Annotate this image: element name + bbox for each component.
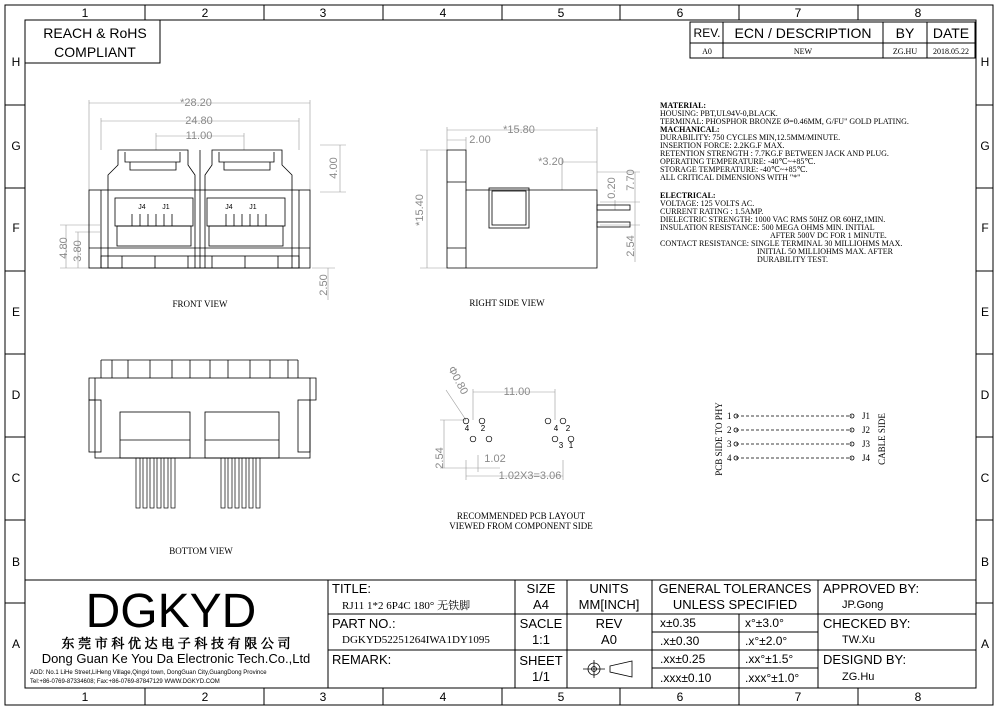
pcb-pin-1-right: 1: [568, 441, 574, 450]
tolerance-angular: .x°±2.0°: [745, 634, 788, 648]
spec-line: CURRENT RATING : 1.5AMP.: [660, 207, 764, 216]
tolerances-heading-line2: UNLESS SPECIFIED: [672, 597, 798, 612]
pcb-dim-pitch-single: 1.02: [484, 453, 506, 465]
spec-line: TERMINAL: PHOSPHOR BRONZE Ø=0.46MM, G/FU" GOLD PLATING.: [660, 117, 909, 126]
spec-line: INITIAL 50 MILLIOHMS MAX. AFTER: [757, 247, 893, 256]
pcb-pin-4-right: 4: [553, 424, 559, 433]
front-label-j1-right: J1: [249, 204, 257, 211]
spec-line: MACHANICAL:: [660, 125, 720, 134]
designed-label: DESIGND BY:: [823, 652, 907, 667]
grid-column-label: 7: [794, 690, 802, 704]
compliance-line1: REACH & RoHS: [43, 25, 147, 41]
ecn-header: ECN / DESCRIPTION: [734, 25, 872, 41]
front-label-j4-right: J4: [225, 204, 233, 211]
bottom-view-drawing: [89, 360, 316, 508]
date-value: 2018.05.22: [933, 47, 969, 56]
approved-label: APPROVED BY:: [823, 581, 920, 596]
schematic-pcb-side-label: PCB SIDE TO PHY: [714, 402, 724, 476]
grid-row-label: G: [980, 139, 990, 153]
size-value: A4: [533, 597, 549, 612]
grid-row-label: F: [981, 221, 989, 235]
schematic-jack-label: J2: [862, 425, 871, 435]
scale-value: 1:1: [531, 632, 551, 647]
rev-label: REV: [595, 616, 623, 631]
front-dim-h2: 4.80: [58, 237, 70, 259]
grid-row-label: H: [980, 55, 990, 69]
schematic-cable-side-label: CABLE SIDE: [877, 413, 887, 465]
side-dim-height: *15.40: [414, 194, 426, 226]
spec-line: INSULATION RESISTANCE: 500 MEGA OHMS MIN. INITIAL: [660, 223, 875, 232]
bottom-view-label: BOTTOM VIEW: [169, 546, 233, 556]
pcb-dim-hole: Φ0.80: [445, 364, 471, 397]
schematic-pin-number: 4: [727, 453, 732, 463]
grid-column-label: 6: [676, 690, 684, 704]
spec-line: ELECTRICAL:: [660, 191, 716, 200]
side-dim-254: 2.54: [625, 235, 637, 257]
grid-row-labels-right: [980, 55, 989, 651]
date-header: DATE: [932, 25, 970, 41]
spec-line: MATERIAL:: [660, 101, 707, 110]
grid-column-label: 1: [81, 690, 89, 704]
spec-line: CONTACT RESISTANCE: SINGLE TERMINAL 30 MILLIOHMS MAX.: [660, 239, 903, 248]
pcb-layout-label-line1: RECOMMENDED PCB LAYOUT: [456, 511, 586, 521]
pcb-dim-height: 2.54: [434, 447, 446, 469]
grid-row-label: D: [11, 388, 21, 402]
tolerance-linear: .xxx±0.10: [660, 671, 712, 685]
front-dim-h1: 4.00: [328, 157, 340, 179]
grid-column-label: 6: [676, 6, 684, 20]
sheet-label: SHEET: [519, 653, 563, 668]
pcb-layout-label-line2: VIEWED FROM COMPONENT SIDE: [449, 521, 593, 531]
grid-row-label: B: [980, 555, 990, 569]
schematic-pin-number: 1: [727, 411, 732, 421]
spec-line: RETENTION STRENGTH : 7.7KG.F BETWEEN JACK AND PLUG.: [660, 149, 889, 158]
side-dim-rear: *3.20: [538, 156, 564, 168]
grid-column-label: 4: [439, 690, 447, 704]
part-no-label: PART NO.:: [332, 616, 396, 631]
company-name-cn: 东 莞 市 科 优 达 电 子 科 技 有 限 公 司: [61, 636, 291, 651]
front-dim-width-overall: *28.20: [180, 97, 212, 109]
tolerance-linear: .x±0.30: [660, 634, 700, 648]
pcb-dim-width: 11.00: [503, 386, 531, 398]
front-label-j1-left: J1: [162, 204, 170, 211]
side-dim-020: 0.20: [606, 177, 618, 199]
grid-column-label: 2: [201, 6, 209, 20]
tolerance-angular: .xx°±1.5°: [745, 652, 794, 666]
schematic-pin-labels: [727, 411, 871, 463]
grid-row-label: C: [980, 471, 990, 485]
front-dim-h4: 2.50: [318, 274, 330, 296]
title-label: TITLE:: [332, 581, 372, 596]
front-dim-pitch: 11.00: [185, 130, 213, 142]
spec-line: STORAGE TEMPERATURE: -40℃~+85℃.: [660, 165, 808, 174]
grid-column-label: 1: [81, 6, 89, 20]
grid-column-label: 4: [439, 6, 447, 20]
size-label: SIZE: [526, 581, 556, 596]
side-dim-770: 7.70: [625, 169, 637, 191]
grid-row-label: H: [11, 55, 21, 69]
specifications-notes: [660, 101, 909, 264]
pin-schematic: [734, 414, 854, 460]
grid-row-label: D: [980, 388, 990, 402]
schematic-jack-label: J4: [862, 453, 871, 463]
pcb-pin-3-right: 3: [558, 441, 564, 450]
grid-column-label: 3: [319, 6, 327, 20]
grid-column-label: 2: [201, 690, 209, 704]
company-logo: DGKYD: [85, 585, 257, 638]
company-address: ADD: No.1 LiHe Street,LiHeng Village,Qingxi town, DongGuan City,GuangDong Province: [30, 670, 267, 676]
spec-line: HOUSING: PBT,UL94V-0,BLACK.: [660, 109, 778, 118]
grid-column-label: 5: [557, 690, 565, 704]
title-value: RJ11 1*2 6P4C 180° 无铁脚: [342, 600, 471, 612]
by-value: ZG.HU: [892, 47, 918, 56]
tolerance-linear: .xx±0.25: [660, 652, 706, 666]
remark-label: REMARK:: [332, 652, 392, 667]
approved-value: JP.Gong: [842, 599, 884, 611]
rev-value-tb: A0: [601, 632, 617, 647]
spec-line: DIELECTRIC STRENGTH: 1000 VAC RMS 50HZ OR 60HZ,1MIN.: [660, 215, 886, 224]
scale-label: SACLE: [519, 616, 563, 631]
schematic-jack-label: J1: [862, 411, 871, 421]
grid-column-label: 8: [914, 690, 922, 704]
front-view-label: FRONT VIEW: [172, 299, 228, 309]
sheet-value: 1/1: [531, 669, 551, 684]
units-label: UNITS: [589, 581, 629, 596]
grid-column-label: 3: [319, 690, 327, 704]
grid-row-labels-left: [11, 55, 20, 651]
by-header: BY: [895, 25, 915, 41]
tolerance-angular: .xxx°±1.0°: [745, 671, 800, 685]
spec-line: ALL CRITICAL DIMENSIONS WITH "*": [660, 173, 801, 182]
rev-value: A0: [702, 47, 712, 56]
schematic-jack-label: J3: [862, 439, 871, 449]
grid-row-label: B: [11, 555, 21, 569]
pcb-pin-4-left: 4: [464, 424, 470, 433]
schematic-pin-number: 3: [727, 439, 732, 449]
rev-header: REV.: [693, 26, 721, 40]
tolerance-angular: x°±3.0°: [745, 616, 784, 630]
front-dim-width-inner: 24.80: [185, 115, 213, 127]
tolerances-heading-line1: GENERAL TOLERANCES: [658, 581, 812, 596]
checked-value: TW.Xu: [842, 634, 876, 646]
grid-row-label: G: [11, 139, 21, 153]
pcb-dim-pitch-total: 1.02X3=3.06: [498, 470, 562, 482]
grid-row-label: E: [980, 305, 990, 319]
tolerance-linear: x±0.35: [660, 616, 696, 630]
pcb-pin-2-left: 2: [480, 424, 486, 433]
compliance-line2: COMPLIANT: [54, 44, 136, 60]
grid-row-label: A: [980, 637, 990, 651]
spec-line: DURABILITY TEST.: [757, 255, 828, 264]
right-side-view-label: RIGHT SIDE VIEW: [469, 298, 545, 308]
front-label-j4-left: J4: [138, 204, 146, 211]
grid-column-label: 7: [794, 6, 802, 20]
projection-symbol-icon: [583, 660, 632, 678]
spec-line: AFTER 500V DC FOR 1 MINUTE.: [770, 231, 887, 240]
spec-line: OPERATING TEMPERATURE: -40℃~+85℃.: [660, 157, 816, 166]
schematic-pin-number: 2: [727, 425, 732, 435]
grid-column-label: 8: [914, 6, 922, 20]
checked-label: CHECKED BY:: [823, 616, 911, 631]
side-dim-front: 2.00: [469, 134, 491, 146]
spec-line: INSERTION FORCE: 2.2KG.F MAX.: [660, 141, 785, 150]
grid-row-label: A: [11, 637, 21, 651]
spec-line: DURABILITY: 750 CYCLES MIN,12.5MM/MINUTE.: [660, 133, 841, 142]
spec-line: VOLTAGE: 125 VOLTS AC.: [660, 199, 755, 208]
pcb-layout-drawing: [440, 389, 574, 480]
designed-value: ZG.Hu: [842, 671, 875, 683]
grid-row-label: C: [11, 471, 21, 485]
company-contact: Tel:+86-0769-87334608; Fax:+86-0769-87847129 WWW.DGKYD.COM: [30, 679, 220, 685]
grid-row-label: F: [12, 221, 20, 235]
units-value: MM[INCH]: [578, 597, 640, 612]
company-name-en: Dong Guan Ke You Da Electronic Tech.Co.,Ltd: [41, 651, 311, 666]
grid-column-label: 5: [557, 6, 565, 20]
part-no-value: DGKYD52251264IWA1DY1095: [342, 634, 490, 646]
front-dim-h3: 3.80: [72, 240, 84, 262]
grid-row-label: E: [11, 305, 21, 319]
side-dim-width: *15.80: [503, 124, 535, 136]
ecn-value: NEW: [793, 47, 813, 56]
pcb-pin-2-right: 2: [565, 424, 571, 433]
